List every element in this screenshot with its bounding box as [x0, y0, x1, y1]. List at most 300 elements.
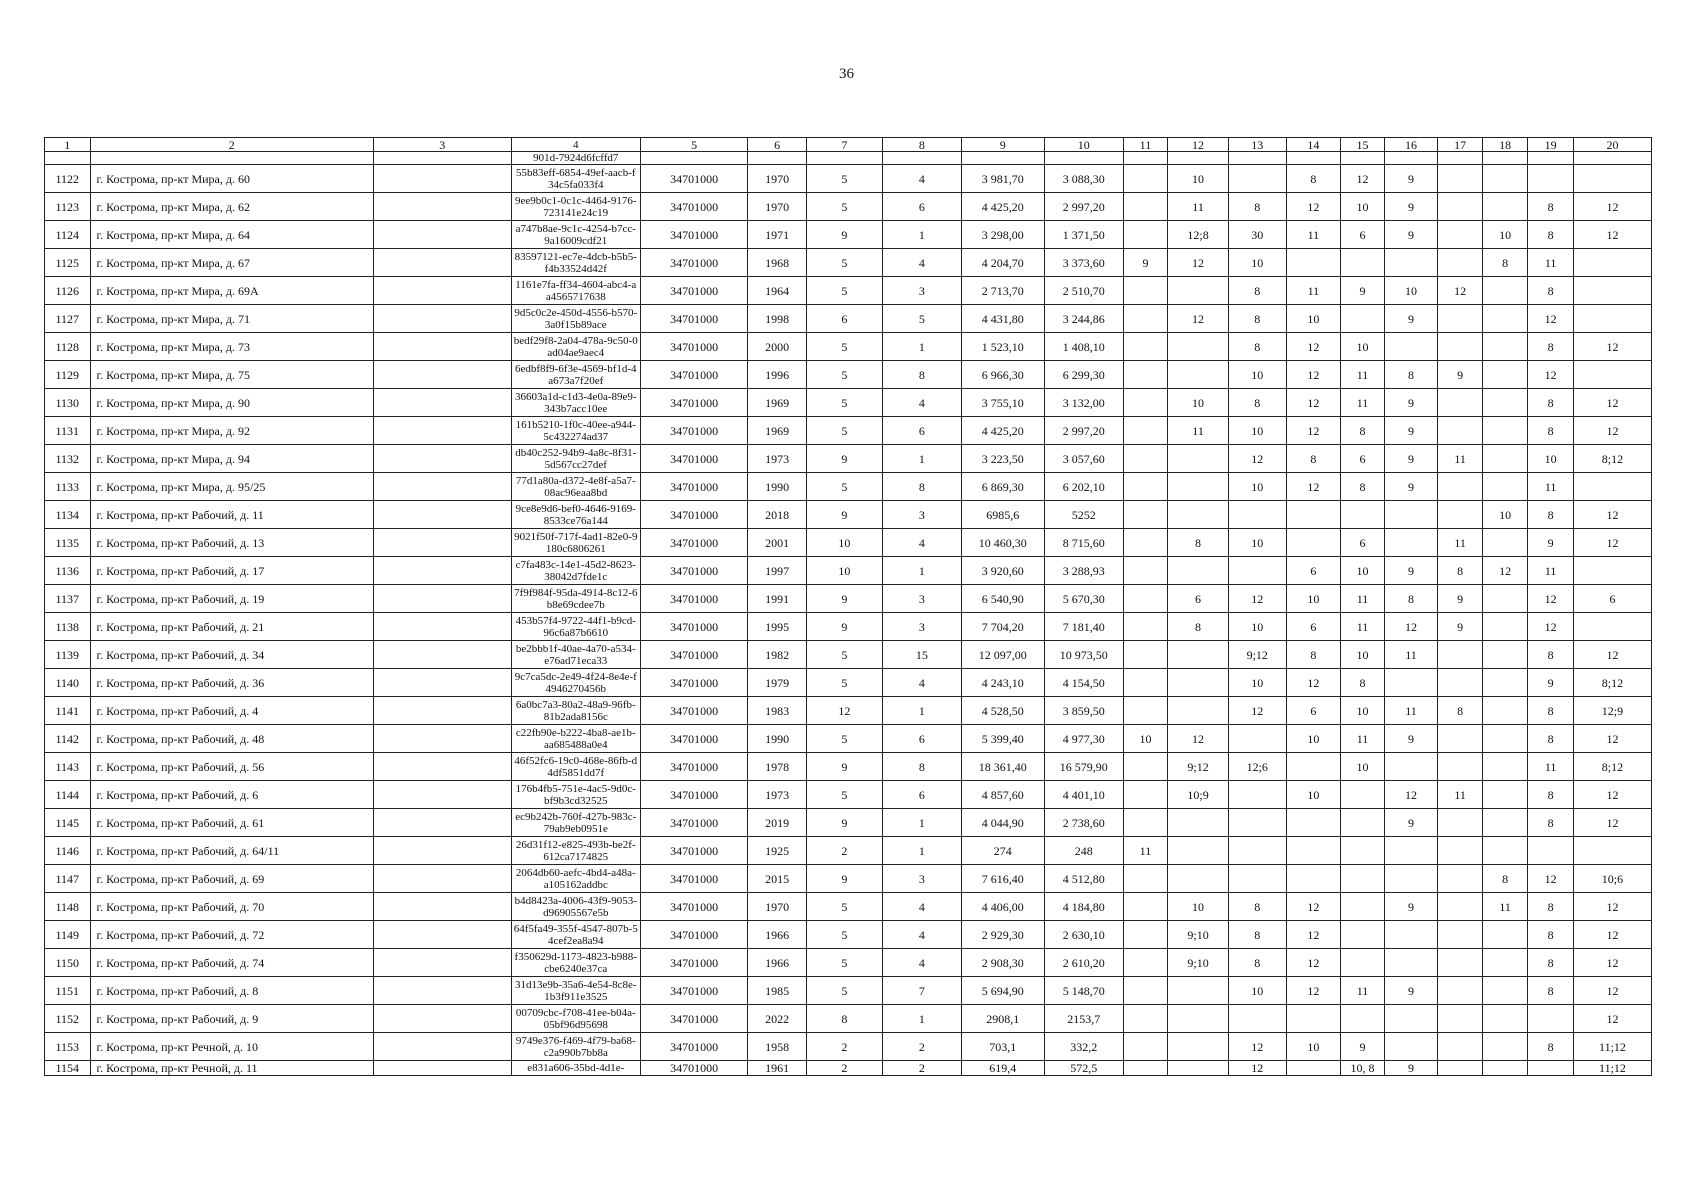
table-cell-col-15	[1341, 305, 1385, 333]
table-row	[45, 1061, 1652, 1076]
table-cell-col-13: 8	[1228, 893, 1286, 921]
table-cell-col-4: b4d8423a-4006-43f9-9053-d96905567e5b	[511, 893, 641, 921]
table-cell-col-14: 10	[1286, 725, 1341, 753]
table-cell-col-9: 12 097,00	[961, 641, 1044, 669]
table-cell-col-3	[373, 152, 511, 165]
table-row	[45, 501, 1652, 529]
table-row	[45, 1033, 1652, 1061]
table-cell-col-1: 1150	[45, 949, 91, 977]
table-cell-col-19: 11	[1528, 557, 1574, 585]
table-row	[45, 725, 1652, 753]
table-cell-col-1: 1122	[45, 165, 91, 193]
table-cell-col-11	[1123, 697, 1168, 725]
table-cell-col-20: 12	[1573, 389, 1651, 417]
table-cell-col-17	[1438, 221, 1483, 249]
table-cell-col-15: 10	[1341, 557, 1385, 585]
table-cell-col-9: 3 981,70	[961, 165, 1044, 193]
table-cell-col-8: 8	[882, 473, 961, 501]
table-row	[45, 529, 1652, 557]
table-cell-col-9: 2908,1	[961, 1005, 1044, 1033]
table-cell-col-13	[1228, 781, 1286, 809]
table-cell-col-1: 1144	[45, 781, 91, 809]
table-cell-col-16: 8	[1384, 585, 1438, 613]
table-cell-col-2: г. Кострома, пр-кт Рабочий, д. 48	[90, 725, 373, 753]
table-cell-col-18	[1482, 361, 1528, 389]
table-cell-col-15: 11	[1341, 977, 1385, 1005]
table-cell-col-10: 6 299,30	[1044, 361, 1123, 389]
table-cell-col-8: 3	[882, 277, 961, 305]
table-cell-col-19: 8	[1528, 697, 1574, 725]
table-cell-col-7: 6	[806, 305, 882, 333]
table-cell-col-2: г. Кострома, пр-кт Мира, д. 95/25	[90, 473, 373, 501]
table-cell-col-16: 9	[1384, 417, 1438, 445]
table-cell-col-8	[882, 152, 961, 165]
table-cell-col-20	[1573, 305, 1651, 333]
table-cell-col-12	[1168, 697, 1229, 725]
table-cell-col-4: 55b83eff-6854-49ef-aacb-f34c5fa033f4	[511, 165, 641, 193]
table-row	[45, 753, 1652, 781]
table-cell-col-7: 5	[806, 165, 882, 193]
table-cell-col-15: 10	[1341, 333, 1385, 361]
table-cell-col-12: 10	[1168, 893, 1229, 921]
table-cell-col-14: 12	[1286, 669, 1341, 697]
table-cell-col-9: 2 908,30	[961, 949, 1044, 977]
table-cell-col-14: 12	[1286, 921, 1341, 949]
table-cell-col-19: 8	[1528, 193, 1574, 221]
table-cell-col-19: 8	[1528, 221, 1574, 249]
table-cell-col-11	[1123, 305, 1168, 333]
table-cell-col-8: 1	[882, 1005, 961, 1033]
table-cell-col-11	[1123, 921, 1168, 949]
table-cell-col-12: 10	[1168, 389, 1229, 417]
table-cell-col-1: 1130	[45, 389, 91, 417]
table-cell-col-16	[1384, 837, 1438, 865]
table-cell-col-12	[1168, 1061, 1229, 1076]
table-cell-col-1: 1140	[45, 669, 91, 697]
table-cell-col-10: 2 510,70	[1044, 277, 1123, 305]
column-header-8: 8	[882, 138, 961, 152]
table-cell-col-1: 1128	[45, 333, 91, 361]
table-cell-col-10: 4 401,10	[1044, 781, 1123, 809]
table-cell-col-14	[1286, 837, 1341, 865]
table-cell-col-5: 34701000	[641, 781, 748, 809]
table-cell-col-4: 9749e376-f469-4f79-ba68-c2a990b7bb8a	[511, 1033, 641, 1061]
table-cell-col-18	[1482, 977, 1528, 1005]
table-cell-col-13	[1228, 152, 1286, 165]
table-cell-col-4: 6edbf8f9-6f3e-4569-bf1d-4a673a7f20ef	[511, 361, 641, 389]
table-cell-col-18	[1482, 445, 1528, 473]
table-cell-col-9: 619,4	[961, 1061, 1044, 1076]
table-cell-col-6: 1971	[748, 221, 807, 249]
table-cell-col-4: ec9b242b-760f-427b-983c-79ab9eb0951e	[511, 809, 641, 837]
table-cell-col-20: 12	[1573, 1005, 1651, 1033]
table-cell-col-16: 9	[1384, 165, 1438, 193]
table-row	[45, 221, 1652, 249]
table-cell-col-2: г. Кострома, пр-кт Рабочий, д. 69	[90, 865, 373, 893]
table-cell-col-1	[45, 152, 91, 165]
column-header-17: 17	[1438, 138, 1483, 152]
table-cell-col-8: 6	[882, 725, 961, 753]
table-cell-col-6: 1990	[748, 473, 807, 501]
table-cell-col-1: 1138	[45, 613, 91, 641]
table-cell-col-5: 34701000	[641, 1061, 748, 1076]
table-cell-col-1: 1154	[45, 1061, 91, 1076]
table-cell-col-2: г. Кострома, пр-кт Мира, д. 73	[90, 333, 373, 361]
table-row	[45, 669, 1652, 697]
table-cell-col-1: 1152	[45, 1005, 91, 1033]
table-cell-col-5: 34701000	[641, 1033, 748, 1061]
table-cell-col-4: 64f5fa49-355f-4547-807b-54cef2ea8a94	[511, 921, 641, 949]
table-cell-col-8: 4	[882, 165, 961, 193]
table-cell-col-17: 8	[1438, 557, 1483, 585]
table-cell-col-6: 1973	[748, 445, 807, 473]
table-cell-col-4: 9ee9b0c1-0c1c-4464-9176-723141e24c19	[511, 193, 641, 221]
table-cell-col-16: 9	[1384, 221, 1438, 249]
column-header-13: 13	[1228, 138, 1286, 152]
table-cell-col-13: 12	[1228, 1033, 1286, 1061]
table-cell-col-11	[1123, 1033, 1168, 1061]
table-cell-col-1: 1143	[45, 753, 91, 781]
table-cell-col-1: 1142	[45, 725, 91, 753]
table-cell-col-15	[1341, 809, 1385, 837]
table-cell-col-19: 12	[1528, 865, 1574, 893]
table-cell-col-10: 332,2	[1044, 1033, 1123, 1061]
table-cell-col-16: 9	[1384, 809, 1438, 837]
table-cell-col-12	[1168, 501, 1229, 529]
table-cell-col-2: г. Кострома, пр-кт Рабочий, д. 72	[90, 921, 373, 949]
table-cell-col-18	[1482, 152, 1528, 165]
table-cell-col-17: 11	[1438, 781, 1483, 809]
table-row	[45, 585, 1652, 613]
table-cell-col-12	[1168, 865, 1229, 893]
table-row	[45, 641, 1652, 669]
table-row	[45, 1005, 1652, 1033]
table-cell-col-20: 8;12	[1573, 669, 1651, 697]
table-cell-col-15: 9	[1341, 1033, 1385, 1061]
table-row	[45, 165, 1652, 193]
table-cell-col-2: г. Кострома, пр-кт Рабочий, д. 6	[90, 781, 373, 809]
table-cell-col-14	[1286, 1061, 1341, 1076]
table-cell-col-19: 9	[1528, 529, 1574, 557]
table-body	[45, 138, 1652, 1076]
continuation-row	[45, 152, 1652, 165]
table-cell-col-2: г. Кострома, пр-кт Мира, д. 67	[90, 249, 373, 277]
table-cell-col-10: 3 057,60	[1044, 445, 1123, 473]
table-cell-col-14: 11	[1286, 221, 1341, 249]
table-cell-col-19: 9	[1528, 669, 1574, 697]
table-cell-col-7: 5	[806, 641, 882, 669]
table-cell-col-6: 1991	[748, 585, 807, 613]
table-cell-col-16	[1384, 865, 1438, 893]
table-cell-col-16: 11	[1384, 641, 1438, 669]
table-cell-col-18	[1482, 585, 1528, 613]
table-cell-col-15: 8	[1341, 473, 1385, 501]
table-cell-col-5: 34701000	[641, 361, 748, 389]
table-cell-col-16: 9	[1384, 389, 1438, 417]
table-cell-col-9: 4 528,50	[961, 697, 1044, 725]
table-cell-col-7: 5	[806, 669, 882, 697]
table-cell-col-10: 2 630,10	[1044, 921, 1123, 949]
table-cell-col-9: 6985,6	[961, 501, 1044, 529]
table-cell-col-17	[1438, 1005, 1483, 1033]
table-cell-col-10	[1044, 152, 1123, 165]
table-cell-col-2: г. Кострома, пр-кт Рабочий, д. 36	[90, 669, 373, 697]
table-cell-col-17	[1438, 152, 1483, 165]
table-cell-col-9: 2 929,30	[961, 921, 1044, 949]
table-cell-col-14	[1286, 529, 1341, 557]
table-cell-col-4: 2064db60-aefc-4bd4-a48a-a105162addbc	[511, 865, 641, 893]
table-cell-col-20	[1573, 249, 1651, 277]
table-cell-col-20: 12	[1573, 193, 1651, 221]
table-cell-col-10: 3 288,93	[1044, 557, 1123, 585]
table-cell-col-15: 10	[1341, 641, 1385, 669]
column-header-6: 6	[748, 138, 807, 152]
table-cell-col-17	[1438, 893, 1483, 921]
table-cell-col-3	[373, 781, 511, 809]
table-cell-col-11	[1123, 613, 1168, 641]
table-cell-col-9: 7 616,40	[961, 865, 1044, 893]
header-row	[45, 138, 1652, 152]
table-cell-col-11: 9	[1123, 249, 1168, 277]
table-cell-col-5: 34701000	[641, 809, 748, 837]
table-cell-col-19: 8	[1528, 977, 1574, 1005]
table-cell-col-8: 4	[882, 389, 961, 417]
table-cell-col-19	[1528, 165, 1574, 193]
table-cell-col-6: 1997	[748, 557, 807, 585]
table-cell-col-10: 5 670,30	[1044, 585, 1123, 613]
table-cell-col-14: 6	[1286, 557, 1341, 585]
table-cell-col-17	[1438, 193, 1483, 221]
table-cell-col-9: 10 460,30	[961, 529, 1044, 557]
table-cell-col-18	[1482, 417, 1528, 445]
table-cell-col-5: 34701000	[641, 585, 748, 613]
table-cell-col-18	[1482, 1005, 1528, 1033]
table-cell-col-7: 5	[806, 389, 882, 417]
table-cell-col-19: 8	[1528, 501, 1574, 529]
table-cell-col-4: 9c7ca5dc-2e49-4f24-8e4e-f4946270456b	[511, 669, 641, 697]
table-cell-col-7: 5	[806, 333, 882, 361]
table-cell-col-13	[1228, 1005, 1286, 1033]
table-cell-col-1: 1129	[45, 361, 91, 389]
table-cell-col-1: 1124	[45, 221, 91, 249]
column-header-18: 18	[1482, 138, 1528, 152]
column-header-3: 3	[373, 138, 511, 152]
table-cell-col-3	[373, 977, 511, 1005]
table-cell-col-11	[1123, 557, 1168, 585]
table-row	[45, 809, 1652, 837]
table-cell-col-12	[1168, 837, 1229, 865]
table-cell-col-16	[1384, 529, 1438, 557]
table-cell-col-19: 10	[1528, 445, 1574, 473]
table-cell-col-20: 12	[1573, 725, 1651, 753]
table-cell-col-15	[1341, 949, 1385, 977]
table-cell-col-17	[1438, 473, 1483, 501]
table-cell-col-19: 8	[1528, 921, 1574, 949]
table-cell-col-11	[1123, 865, 1168, 893]
table-cell-col-11	[1123, 669, 1168, 697]
table-row	[45, 613, 1652, 641]
table-cell-col-8: 8	[882, 361, 961, 389]
table-cell-col-4: 36603a1d-c1d3-4e0a-89e9-343b7acc10ee	[511, 389, 641, 417]
table-cell-col-14: 8	[1286, 445, 1341, 473]
column-header-15: 15	[1341, 138, 1385, 152]
table-cell-col-15	[1341, 893, 1385, 921]
table-cell-col-3	[373, 669, 511, 697]
table-cell-col-5: 34701000	[641, 669, 748, 697]
table-cell-col-12	[1168, 809, 1229, 837]
table-cell-col-5: 34701000	[641, 697, 748, 725]
table-cell-col-14	[1286, 501, 1341, 529]
table-cell-col-8: 1	[882, 837, 961, 865]
table-cell-col-7: 10	[806, 529, 882, 557]
table-cell-col-20: 12	[1573, 333, 1651, 361]
table-cell-col-12: 12	[1168, 249, 1229, 277]
table-cell-col-3	[373, 221, 511, 249]
table-cell-col-20: 8;12	[1573, 753, 1651, 781]
table-cell-col-12: 12	[1168, 305, 1229, 333]
table-cell-col-8: 2	[882, 1033, 961, 1061]
table-cell-col-20: 12	[1573, 809, 1651, 837]
table-cell-col-7: 5	[806, 417, 882, 445]
table-cell-col-19: 8	[1528, 417, 1574, 445]
table-cell-col-2: г. Кострома, пр-кт Рабочий, д. 64/11	[90, 837, 373, 865]
table-cell-col-2: г. Кострома, пр-кт Мира, д. 92	[90, 417, 373, 445]
table-cell-col-3	[373, 949, 511, 977]
table-cell-col-6: 1990	[748, 725, 807, 753]
table-cell-col-2: г. Кострома, пр-кт Рабочий, д. 56	[90, 753, 373, 781]
table-cell-col-5: 34701000	[641, 837, 748, 865]
table-cell-col-2: г. Кострома, пр-кт Речной, д. 11	[90, 1061, 373, 1076]
table-cell-col-17: 8	[1438, 697, 1483, 725]
table-cell-col-9: 4 243,10	[961, 669, 1044, 697]
table-cell-col-3	[373, 1061, 511, 1076]
table-cell-col-10: 572,5	[1044, 1061, 1123, 1076]
table-cell-col-3	[373, 501, 511, 529]
table-cell-col-13: 8	[1228, 389, 1286, 417]
table-cell-col-7: 9	[806, 585, 882, 613]
table-cell-col-1: 1136	[45, 557, 91, 585]
table-cell-col-18: 11	[1482, 893, 1528, 921]
table-cell-col-18	[1482, 1061, 1528, 1076]
table-cell-col-5: 34701000	[641, 221, 748, 249]
table-cell-col-13: 10	[1228, 529, 1286, 557]
table-cell-col-9: 274	[961, 837, 1044, 865]
table-cell-col-12	[1168, 473, 1229, 501]
table-cell-col-7: 9	[806, 445, 882, 473]
table-cell-col-2: г. Кострома, пр-кт Мира, д. 90	[90, 389, 373, 417]
table-cell-col-11	[1123, 1061, 1168, 1076]
table-cell-col-18	[1482, 473, 1528, 501]
table-cell-col-13: 10	[1228, 417, 1286, 445]
table-cell-col-3	[373, 613, 511, 641]
table-cell-col-13: 10	[1228, 977, 1286, 1005]
table-cell-col-16: 12	[1384, 613, 1438, 641]
table-cell-col-3	[373, 249, 511, 277]
table-cell-col-18	[1482, 529, 1528, 557]
table-cell-col-15: 11	[1341, 361, 1385, 389]
table-cell-col-14: 12	[1286, 893, 1341, 921]
table-cell-col-20: 12	[1573, 221, 1651, 249]
table-cell-col-13	[1228, 865, 1286, 893]
table-cell-col-9	[961, 152, 1044, 165]
table-cell-col-3	[373, 921, 511, 949]
table-cell-col-19	[1528, 1005, 1574, 1033]
table-cell-col-2: г. Кострома, пр-кт Рабочий, д. 21	[90, 613, 373, 641]
table-cell-col-8: 1	[882, 697, 961, 725]
table-cell-col-8: 2	[882, 1061, 961, 1076]
table-cell-col-14: 10	[1286, 1033, 1341, 1061]
table-cell-col-15: 10, 8	[1341, 1061, 1385, 1076]
table-cell-col-5: 34701000	[641, 1005, 748, 1033]
table-cell-col-20: 12	[1573, 641, 1651, 669]
table-cell-col-1: 1153	[45, 1033, 91, 1061]
table-cell-col-18	[1482, 753, 1528, 781]
table-row	[45, 305, 1652, 333]
table-cell-col-20	[1573, 557, 1651, 585]
table-cell-col-17	[1438, 501, 1483, 529]
table-cell-col-8: 1	[882, 557, 961, 585]
table-cell-col-16: 9	[1384, 725, 1438, 753]
table-cell-col-7: 5	[806, 977, 882, 1005]
table-cell-col-13: 12;6	[1228, 753, 1286, 781]
table-cell-col-7: 5	[806, 277, 882, 305]
table-cell-col-9: 4 425,20	[961, 417, 1044, 445]
table-cell-col-19: 11	[1528, 473, 1574, 501]
table-cell-col-2: г. Кострома, пр-кт Мира, д. 94	[90, 445, 373, 473]
table-cell-col-8: 5	[882, 305, 961, 333]
table-cell-col-3	[373, 893, 511, 921]
table-cell-col-11	[1123, 165, 1168, 193]
table-cell-col-10: 3 088,30	[1044, 165, 1123, 193]
table-cell-col-13	[1228, 837, 1286, 865]
table-cell-col-12	[1168, 641, 1229, 669]
table-cell-col-16	[1384, 753, 1438, 781]
table-cell-col-17	[1438, 1033, 1483, 1061]
table-cell-col-4: 00709cbc-f708-41ee-b04a-05bf96d95698	[511, 1005, 641, 1033]
column-header-9: 9	[961, 138, 1044, 152]
table-cell-col-4: 1161e7fa-ff34-4604-abc4-aa4565717638	[511, 277, 641, 305]
table-cell-col-9: 2 713,70	[961, 277, 1044, 305]
table-cell-col-19	[1528, 1061, 1574, 1076]
table-cell-col-9: 3 755,10	[961, 389, 1044, 417]
table-cell-col-14: 8	[1286, 641, 1341, 669]
table-cell-col-20: 12	[1573, 417, 1651, 445]
table-cell-col-10: 4 512,80	[1044, 865, 1123, 893]
table-row	[45, 893, 1652, 921]
table-cell-col-3	[373, 1033, 511, 1061]
table-cell-col-13: 10	[1228, 249, 1286, 277]
table-cell-col-6: 1961	[748, 1061, 807, 1076]
table-row	[45, 389, 1652, 417]
table-cell-col-5: 34701000	[641, 725, 748, 753]
table-cell-col-5: 34701000	[641, 949, 748, 977]
table-cell-col-1: 1141	[45, 697, 91, 725]
table-cell-col-2: г. Кострома, пр-кт Мира, д. 64	[90, 221, 373, 249]
table-cell-col-7: 5	[806, 781, 882, 809]
table-cell-col-4: 77d1a80a-d372-4e8f-a5a7-08ac96eaa8bd	[511, 473, 641, 501]
table-cell-col-6: 1969	[748, 389, 807, 417]
table-cell-col-12	[1168, 333, 1229, 361]
table-cell-col-8: 6	[882, 417, 961, 445]
column-header-10: 10	[1044, 138, 1123, 152]
table-cell-col-4: 83597121-ec7e-4dcb-b5b5-f4b33524d42f	[511, 249, 641, 277]
table-cell-col-5: 34701000	[641, 193, 748, 221]
table-cell-col-17	[1438, 249, 1483, 277]
table-cell-col-5: 34701000	[641, 165, 748, 193]
table-cell-col-7: 5	[806, 725, 882, 753]
table-cell-col-18	[1482, 697, 1528, 725]
table-cell-col-5: 34701000	[641, 445, 748, 473]
